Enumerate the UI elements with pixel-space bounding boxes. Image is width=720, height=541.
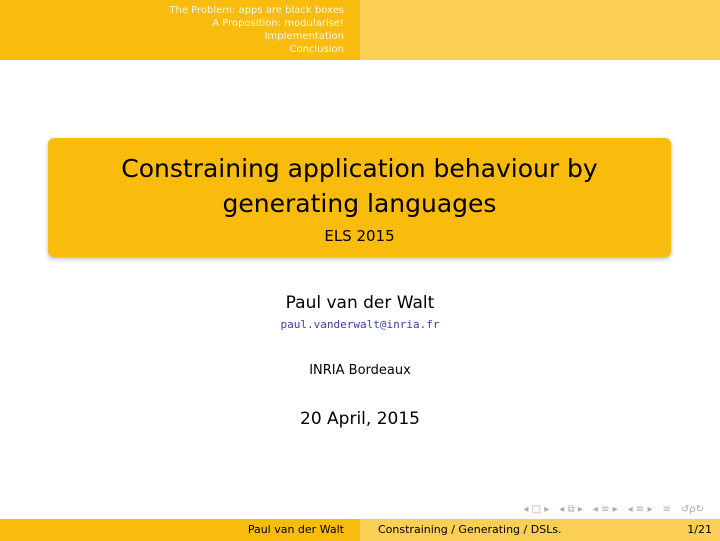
slide-icon[interactable]: □ — [531, 504, 542, 515]
page-number: 1/21 — [687, 523, 712, 536]
section-next-icon[interactable]: ▸ — [647, 504, 653, 515]
section-prev-icon[interactable]: ◂ — [627, 504, 633, 515]
slide-prev-icon[interactable]: ◂ — [523, 504, 529, 515]
subsection-prev-icon[interactable]: ◂ — [592, 504, 598, 515]
subsection-icon[interactable]: ≡ — [601, 504, 610, 515]
footer-bar — [0, 519, 720, 541]
frame-nav-icons[interactable] — [559, 503, 583, 517]
title-block — [48, 138, 671, 257]
header-bar — [0, 0, 720, 60]
footer-left-panel — [0, 519, 360, 541]
slide-nav-icons[interactable] — [523, 503, 549, 517]
nav-section-proposition[interactable]: A Proposition: modularise! — [212, 18, 344, 29]
author-institute: INRIA Bordeaux — [309, 363, 411, 378]
navigation-symbols — [523, 503, 704, 517]
nav-section-problem[interactable]: The Problem: apps are black boxes — [169, 5, 344, 16]
presentation-subtitle: ELS 2015 — [324, 227, 395, 245]
subsection-next-icon[interactable]: ▸ — [612, 504, 618, 515]
frame-prev-icon[interactable]: ◂ — [559, 504, 565, 515]
frame-next-icon[interactable]: ▸ — [577, 504, 583, 515]
frame-icon[interactable]: ⧉ — [567, 504, 575, 515]
footer-right-panel — [360, 519, 720, 541]
subsection-nav-icons[interactable] — [593, 503, 618, 517]
nav-section-conclusion[interactable]: Conclusion — [289, 44, 344, 55]
section-navigation — [169, 4, 344, 56]
author-email[interactable]: paul.vanderwalt@inria.fr — [280, 318, 440, 331]
header-left-panel — [0, 0, 360, 60]
header-right-panel — [360, 0, 720, 60]
section-icon[interactable]: ≡ — [635, 504, 645, 515]
presentation-title: Constraining application behaviour by generating languages — [121, 154, 598, 218]
appendix-icon[interactable]: ≡ — [662, 504, 671, 515]
nav-section-implementation[interactable]: Implementation — [264, 31, 344, 42]
author-name: Paul van der Walt — [285, 293, 435, 313]
footer-short-title: Constraining / Generating / DSLs. — [378, 523, 562, 536]
footer-author: Paul van der Walt — [247, 523, 344, 536]
presentation-date: 20 April, 2015 — [300, 409, 420, 429]
section-nav-icons[interactable] — [628, 503, 653, 517]
search-icon[interactable]: ↺ρ↻ — [680, 504, 704, 515]
slide-next-icon[interactable]: ▸ — [544, 504, 550, 515]
